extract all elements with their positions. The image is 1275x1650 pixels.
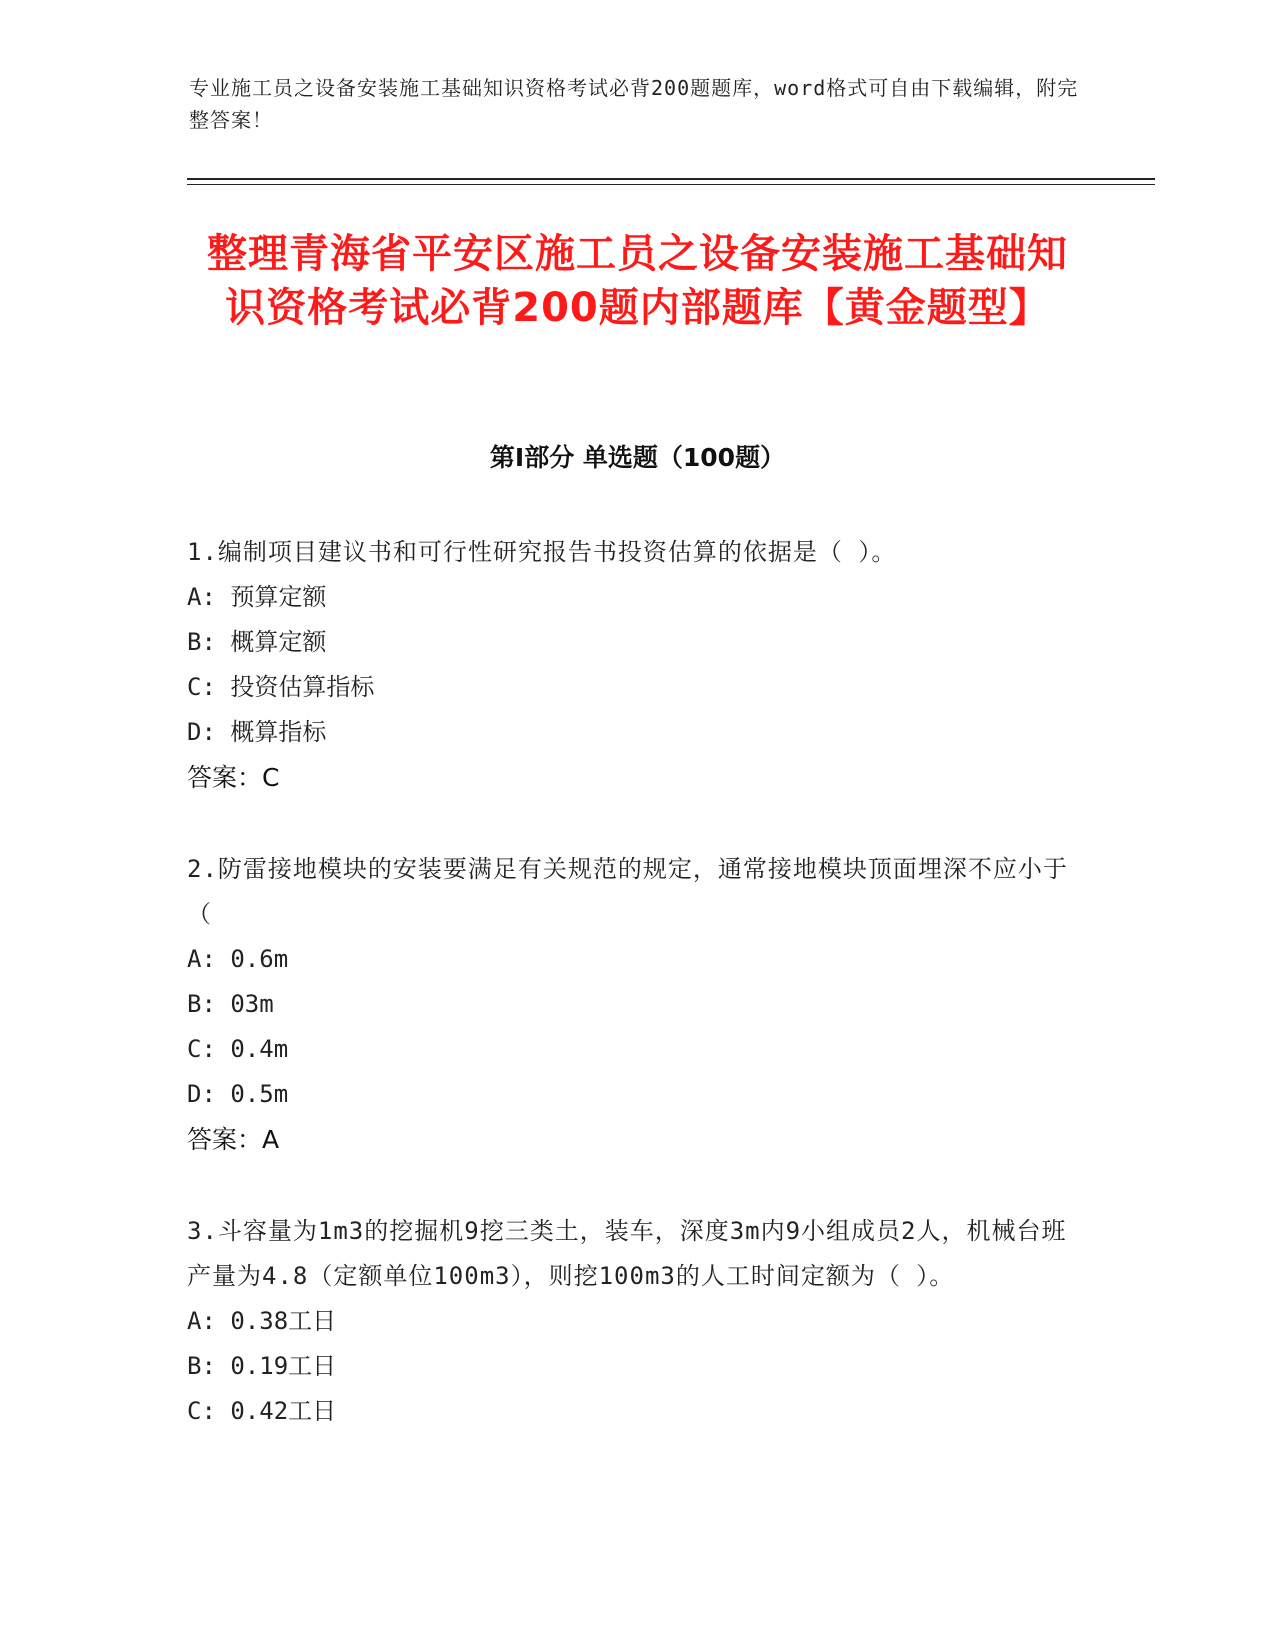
- option-c: C: 0.4m: [187, 1035, 289, 1063]
- option-b: B: 概算定额: [187, 628, 327, 656]
- section-heading: 第I部分 单选题（100题）: [489, 443, 786, 472]
- question-list: [187, 530, 1087, 1481]
- option-b: B: 03m: [187, 990, 274, 1018]
- option-a: A: 0.38工日: [187, 1307, 337, 1335]
- option-b: B: 0.19工日: [187, 1352, 337, 1380]
- question-3: [187, 1209, 1087, 1434]
- answer-line: 答案：A: [187, 1125, 280, 1154]
- document-title: 整理青海省平安区施工员之设备安装施工基础知识资格考试必背200题内部题库【黄金题型】: [207, 231, 1068, 331]
- question-2: [187, 847, 1087, 1162]
- option-d: D: 0.5m: [187, 1080, 289, 1108]
- option-c: C: 0.42工日: [187, 1397, 337, 1425]
- question-1: [187, 530, 1087, 800]
- question-stem: 2.防雷接地模块的安装要满足有关规范的规定，通常接地模块顶面埋深不应小于（: [187, 855, 1068, 928]
- header-rule-thin: [187, 184, 1155, 185]
- option-d: D: 概算指标: [187, 718, 327, 746]
- header-rule-thick: [187, 178, 1155, 180]
- question-stem: 1.编制项目建议书和可行性研究报告书投资估算的依据是（ ）。: [187, 538, 897, 566]
- header-note: 专业施工员之设备安装施工基础知识资格考试必背200题题库，word格式可自由下载编辑，附完整答案！: [189, 76, 1079, 132]
- option-a: A: 预算定额: [187, 583, 327, 611]
- question-stem: 3.斗容量为1m3的挖掘机9挖三类土，装车，深度3m内9小组成员2人，机械台班产量为4.8（定额单位100m3），则挖100m3的人工时间定额为（ ）。: [187, 1217, 1067, 1290]
- answer-line: 答案：C: [187, 763, 280, 792]
- option-c: C: 投资估算指标: [187, 673, 375, 701]
- option-a: A: 0.6m: [187, 945, 289, 973]
